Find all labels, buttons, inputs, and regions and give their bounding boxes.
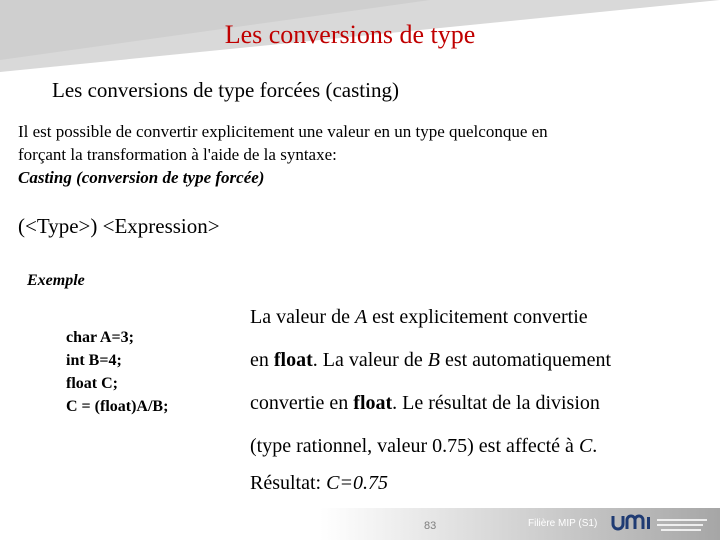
text-run: en [250, 349, 274, 371]
text-run: est explicitement convertie [367, 306, 588, 328]
explanation-line [250, 382, 710, 425]
code-block [66, 326, 168, 418]
code-line: int B=4; [66, 352, 122, 369]
text-run: La valeur de [250, 306, 355, 328]
footer-course: Filière MIP (S1) [528, 518, 598, 529]
code-line: float C; [66, 375, 118, 392]
code-line: char A=3; [66, 329, 134, 346]
explanation-line [250, 339, 710, 382]
text-run: (type rationnel, valeur 0.75) est affecté à [250, 435, 579, 457]
keyword-float: float [273, 349, 313, 371]
result-label: Résultat: [250, 472, 327, 494]
keyword-float: float [353, 392, 393, 414]
page-number: 83 [424, 520, 437, 532]
intro-paragraph [18, 120, 708, 189]
text-run: . [592, 435, 598, 457]
intro-line: forçant la transformation à l'aide de la syntaxe: [18, 145, 337, 164]
casting-syntax: (<Type>) <Expression> [18, 214, 220, 238]
intro-line: Il est possible de convertir explicitement une valeur en un type quelconque en [18, 122, 548, 141]
slide-title: Les conversions de type [224, 20, 476, 49]
var-c: C [578, 435, 593, 457]
text-run: . Le résultat de la division [392, 392, 600, 414]
text-run: est automatiquement [439, 349, 612, 371]
slide-subtitle: Les conversions de type forcées (casting) [52, 78, 399, 102]
result-line [250, 472, 388, 495]
code-line: C = (float)A/B; [66, 398, 169, 415]
var-b: B [427, 349, 440, 371]
intro-line-casting: Casting (conversion de type forcée) [18, 168, 265, 187]
university-logo-icon [605, 512, 715, 538]
explanation-text [250, 296, 710, 468]
text-run: . La valeur de [312, 349, 428, 371]
text-run: convertie en [250, 392, 354, 414]
explanation-line [250, 296, 710, 339]
result-value: C=0.75 [326, 472, 388, 494]
example-label: Exemple [27, 272, 85, 289]
explanation-line [250, 425, 710, 468]
var-a: A [354, 306, 368, 328]
